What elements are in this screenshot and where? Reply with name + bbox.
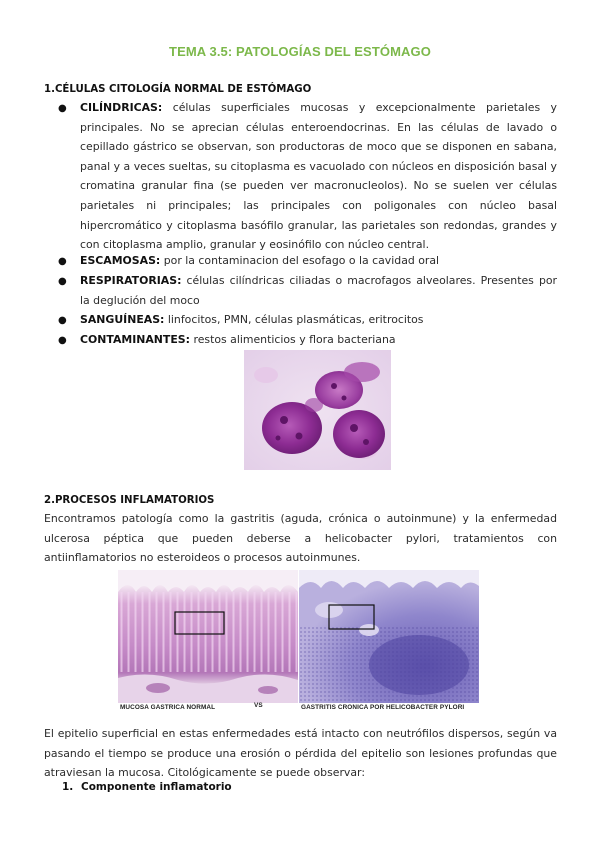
list-number: 1. bbox=[62, 781, 74, 793]
gastritis-image bbox=[299, 570, 479, 703]
caption-vs: VS bbox=[254, 702, 263, 709]
term-text: restos alimenticios y flora bacteriana bbox=[193, 333, 396, 346]
list-item-respiratorias bbox=[80, 271, 557, 310]
page-title: TEMA 3.5: PATOLOGÍAS DEL ESTÓMAGO bbox=[169, 44, 431, 59]
list-item-cilindricas bbox=[80, 98, 557, 255]
list-item-contaminantes bbox=[80, 330, 557, 350]
list-item-escamosas bbox=[80, 251, 557, 271]
bullet-dot: ● bbox=[58, 276, 67, 287]
term-text: células superficiales mucosas y excepcionalmente parietales y principales. No se aprecian células enteroendocrinas. En las células de lavado o cepillado gástrico se observan, son productoras de moco que se disponen en sabana, panal y a veces sueltas, su citoplasma es vacuolado con núcleos en disposición basal y cromatina granular fina (se pueden ver macronucleolos). No se suelen ver células parietales ni principales; las principales con poligonales con núcleo basal hipercromático y citoplasma basófilo granular, las parietales son redondas, grandes y con citoplasma amplio, granular y eosinófilo con núcleo central. bbox=[80, 101, 558, 252]
term-label: CILÍNDRICAS: bbox=[80, 101, 163, 114]
section-1-heading: 1.CÉLULAS CITOLOGÍA NORMAL DE ESTÓMAGO bbox=[44, 84, 312, 95]
caption-normal: MUCOSA GASTRICA NORMAL bbox=[120, 704, 216, 711]
caption-gastritis: GASTRITIS CRONICA POR HELICOBACTER PYLORI bbox=[301, 704, 465, 711]
section-2-intro: Encontramos patología como la gastritis (aguda, crónica o autoinmune) y la enfermedad ulcerosa péptica que pueden deberse a helicobacter pylori, tratamientos con antiinflamatorios no esteroideos o procesos autoinmunes. bbox=[44, 512, 557, 565]
bullet-dot: ● bbox=[58, 103, 67, 114]
list-item-componente-inflamatorio: Componente inflamatorio bbox=[81, 781, 232, 793]
term-text: células cilíndricas ciliadas o macrofagos alveolares. Presentes por la deglución del moco bbox=[80, 274, 557, 307]
term-text: linfocitos, PMN, células plasmáticas, eritrocitos bbox=[167, 313, 424, 326]
bullet-dot: ● bbox=[58, 315, 67, 326]
section-2-heading: 2.PROCESOS INFLAMATORIOS bbox=[44, 495, 215, 506]
term-label: CONTAMINANTES: bbox=[80, 333, 190, 346]
term-text: por la contaminacion del esofago o la cavidad oral bbox=[163, 254, 440, 267]
term-label: ESCAMOSAS: bbox=[80, 254, 161, 267]
term-label: RESPIRATORIAS: bbox=[80, 274, 182, 287]
list-item-sanguineas bbox=[80, 310, 557, 330]
section-2-body: El epitelio superficial en estas enfermedades está intacto con neutrófilos dispersos, según va pasando el tiempo se produce una erosión o pérdida del epitelio son lesiones profundas que atraviesan la mucosa. Citológicamente se puede observar: bbox=[44, 727, 557, 780]
term-label: SANGUÍNEAS: bbox=[80, 313, 165, 326]
cytology-micrograph bbox=[244, 350, 391, 470]
bullet-dot: ● bbox=[58, 256, 67, 267]
bullet-dot: ● bbox=[58, 335, 67, 346]
normal-mucosa-image bbox=[118, 570, 298, 703]
